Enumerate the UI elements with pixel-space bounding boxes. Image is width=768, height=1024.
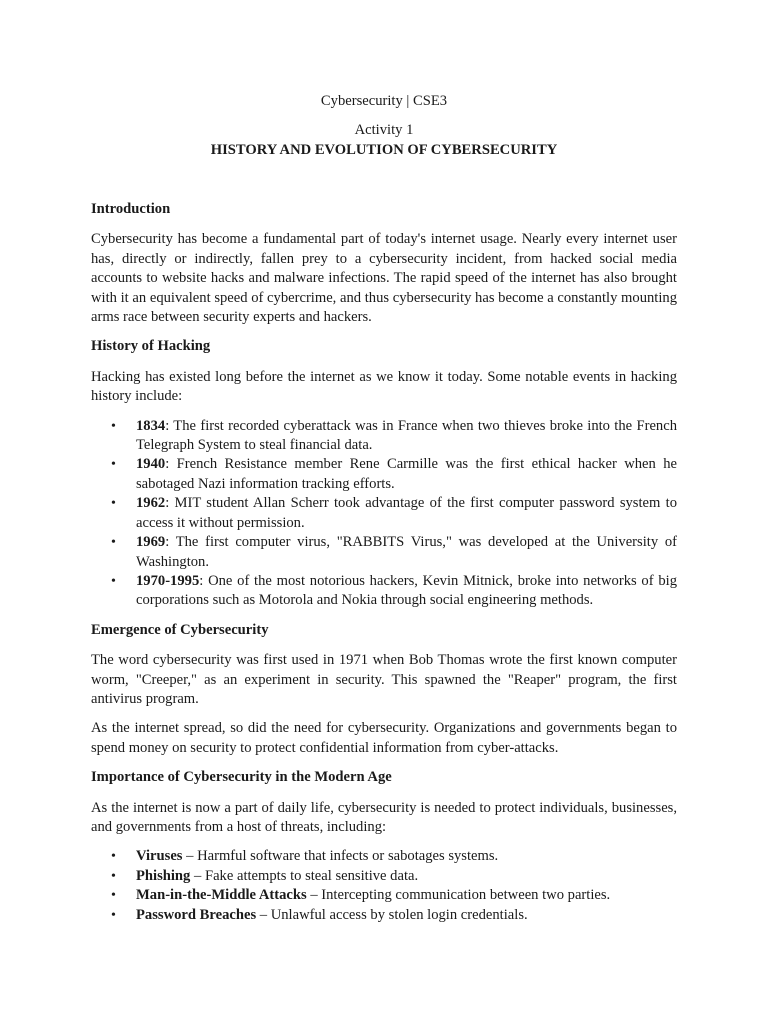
history-heading: History of Hacking (91, 338, 211, 355)
list-item (91, 906, 677, 925)
threat-name: Viruses (136, 848, 183, 865)
event-year: 1940 (136, 456, 166, 473)
emergence-heading: Emergence of Cybersecurity (91, 621, 269, 638)
bullet-icon: • (111, 418, 116, 434)
list-item (91, 494, 677, 533)
threat-description: – Harmful software that infects or sabotages systems. (182, 848, 499, 865)
event-description: : The first recorded cyberattack was in France when two thieves broke into the French Telegraph System to steal financial data. (136, 417, 677, 454)
list-item (91, 867, 677, 886)
document-page (91, 92, 677, 925)
list-item (91, 417, 677, 456)
bullet-icon: • (111, 849, 116, 865)
bullet-icon: • (111, 907, 116, 923)
list-item (91, 533, 677, 572)
course-header: Cybersecurity | CSE3 (320, 93, 448, 109)
event-description: : MIT student Allan Scherr took advantage of the first computer password system to access it without permission. (136, 495, 677, 531)
bullet-icon: • (111, 496, 116, 512)
bullet-icon: • (111, 573, 116, 589)
bullet-icon: • (111, 868, 116, 884)
threat-name: Password Breaches (136, 906, 257, 923)
importance-intro-paragraph: As the internet is now a part of daily life, cybersecurity is needed to protect individuals, businesses, and governments from a host of threats, including: (91, 799, 677, 835)
threat-description: – Unlawful access by stolen login credentials. (256, 906, 528, 923)
threat-description: – Intercepting communication between two parties. (306, 887, 611, 904)
history-events-list (91, 417, 677, 611)
event-description: : One of the most notorious hackers, Kevin Mitnick, broke into networks of big corporations such as Motorola and Nokia through social engineering methods. (136, 572, 677, 609)
event-year: 1834 (136, 417, 166, 434)
importance-heading: Importance of Cybersecurity in the Modern Age (91, 769, 392, 786)
bullet-icon: • (111, 457, 116, 473)
list-item (91, 847, 677, 866)
event-year: 1969 (136, 534, 166, 551)
event-description: : French Resistance member Rene Carmille was the first ethical hacker when he sabotaged Nazi information tracking efforts. (136, 456, 677, 492)
threats-list (91, 847, 677, 925)
threat-description: – Fake attempts to steal sensitive data. (190, 867, 419, 884)
document-title: HISTORY AND EVOLUTION OF CYBERSECURITY (210, 142, 558, 158)
bullet-icon: • (111, 888, 116, 904)
event-year: 1962 (136, 495, 166, 512)
emergence-paragraph-1: The word cybersecurity was first used in 1971 when Bob Thomas wrote the first known computer worm, "Creeper," as an experiment in security. This spawned the "Reaper" program, the first antivirus program. (91, 652, 677, 707)
list-item (91, 886, 677, 905)
list-item (91, 455, 677, 494)
history-intro-paragraph: Hacking has existed long before the internet as we know it today. Some notable events in hacking history include: (91, 368, 677, 405)
introduction-heading: Introduction (91, 201, 171, 217)
event-year: 1970-1995 (136, 572, 200, 589)
threat-name: Man-in-the-Middle Attacks (136, 887, 307, 904)
threat-name: Phishing (136, 867, 191, 884)
emergence-paragraph-2: As the internet spread, so did the need for cybersecurity. Organizations and governments began to spend money on security to protect confidential information from cyber-attacks. (91, 720, 677, 756)
event-description: : The first computer virus, "RABBITS Virus," was developed at the University of Washington. (136, 534, 677, 570)
list-item (91, 572, 677, 611)
bullet-icon: • (111, 535, 116, 551)
activity-label: Activity 1 (354, 122, 414, 138)
introduction-paragraph: Cybersecurity has become a fundamental part of today's internet usage. Nearly every internet user has, directly or indirectly, fallen prey to a cybersecurity incident, from hacked social media accounts to website hacks and malware infections. The rapid speed of the internet has also brought with it an equivalent speed of cybercrime, and thus cybersecurity has become a constantly mounting arms race between security experts and hackers. (91, 231, 677, 326)
